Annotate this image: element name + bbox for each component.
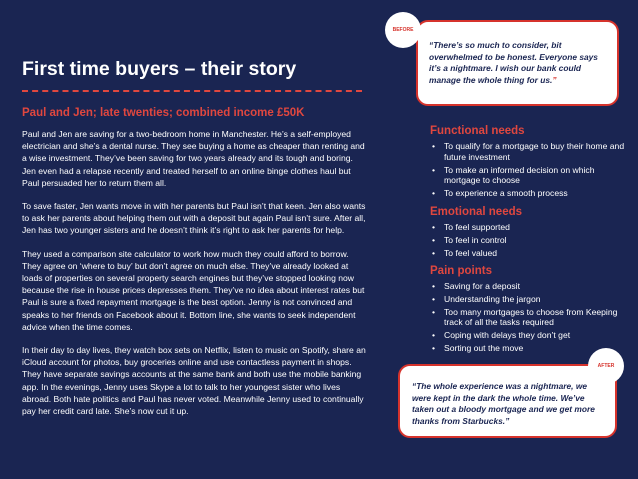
before-quote-text: There’s so much to consider, bit overwhelmed to be honest. Everyone says it’s a nightmare. I wish our bank could manage the whole thing for us. [429, 40, 598, 85]
after-tag: AFTER [588, 348, 624, 384]
emotional-needs-heading: Emotional needs [430, 206, 523, 218]
persona-subtitle: Paul and Jen; late twenties; combined income £50K [22, 107, 305, 119]
before-tag: BEFORE [385, 12, 421, 48]
list-item: • To make an informed decision on which mortgage to choose [430, 165, 630, 187]
after-quote-text: “The whole experience was a nightmare, we were kept in the dark the whole time. We’ve taken out a bloody mortgage and we get more thanks from Starbucks.” [412, 381, 595, 426]
before-quote-bubble [416, 20, 619, 106]
list-item: • To feel valued [430, 248, 630, 259]
story-paragraph: Paul and Jen are saving for a two-bedroom home in Manchester. He’s a self-employed electrician and she’s a dental nurse. They see buying a home as cheaper than renting and a wise investment. They’ve been saving for two years already and its tough and boring. Jen even had a relapse recently and treated herself to an online binge clothes haul but Paul persuaded her to return them all. [22, 129, 365, 188]
list-item: • To feel in control [430, 235, 630, 246]
before-quote [429, 40, 609, 86]
title-underline [22, 90, 362, 92]
list-item: • Too many mortgages to choose from Keeping track of all the tasks required [430, 307, 630, 329]
list-item: • To qualify for a mortgage to buy their home and future investment [430, 141, 630, 163]
before-open-quote: “ [429, 40, 434, 50]
pain-points-heading: Pain points [430, 265, 492, 277]
story-paragraph: They used a comparison site calculator to work how much they could afford to borrow. They agree on ‘where to buy’ but don’t agree on much else. They’ve already looked at loads of properties on several property search engines but they’ve stopped looking now because the rise in house prices depresses them. They’ve no idea about interest rates but Paul is sure a fixed repayment mortgage is the best option. Jenny is not convinced and speaks to her friends on Facebook about it. Bottom line, she wants to seek independent advice when the time comes. [22, 248, 365, 332]
page-title: First time buyers – their story [22, 58, 297, 80]
list-item: • Understanding the jargon [430, 294, 630, 305]
list-item: • To feel supported [430, 222, 630, 233]
list-item: • To experience a smooth process [430, 188, 630, 199]
before-close-quote: ” [552, 74, 557, 85]
list-item: • Coping with delays they don’t get [430, 330, 630, 341]
pain-points-section [430, 265, 630, 356]
story-paragraph: In their day to day lives, they watch box sets on Netflix, listen to music on Spotify, share an iCloud account for photos, buy groceries online and use contactless payment in shops. They have separate savings accounts at the same bank and both use the mobile banking app. In the evenings, Jenny uses Skype a lot to talk to her youngest sister who lives abroad. Both hate politics and Paul has never voted. Meanwhile Jenny used to continually pay her credit card late. She’s now cut it up. [22, 345, 366, 417]
emotional-needs-section [430, 206, 630, 260]
list-item: • Sorting out the move [430, 343, 630, 354]
story-text [22, 128, 367, 428]
functional-needs-heading: Functional needs [430, 125, 525, 137]
functional-needs-section [430, 125, 630, 201]
story-paragraph: To save faster, Jen wants move in with her parents but Paul isn’t that keen. Jen also wants to ask her parents about helping them out with a deposit but again Paul isn’t sure. After all, Jen has two younger sisters and he doesn’t think it’s right to ask her parents for help. [22, 201, 366, 236]
after-quote-bubble [398, 364, 617, 438]
list-item: • Saving for a deposit [430, 281, 630, 292]
